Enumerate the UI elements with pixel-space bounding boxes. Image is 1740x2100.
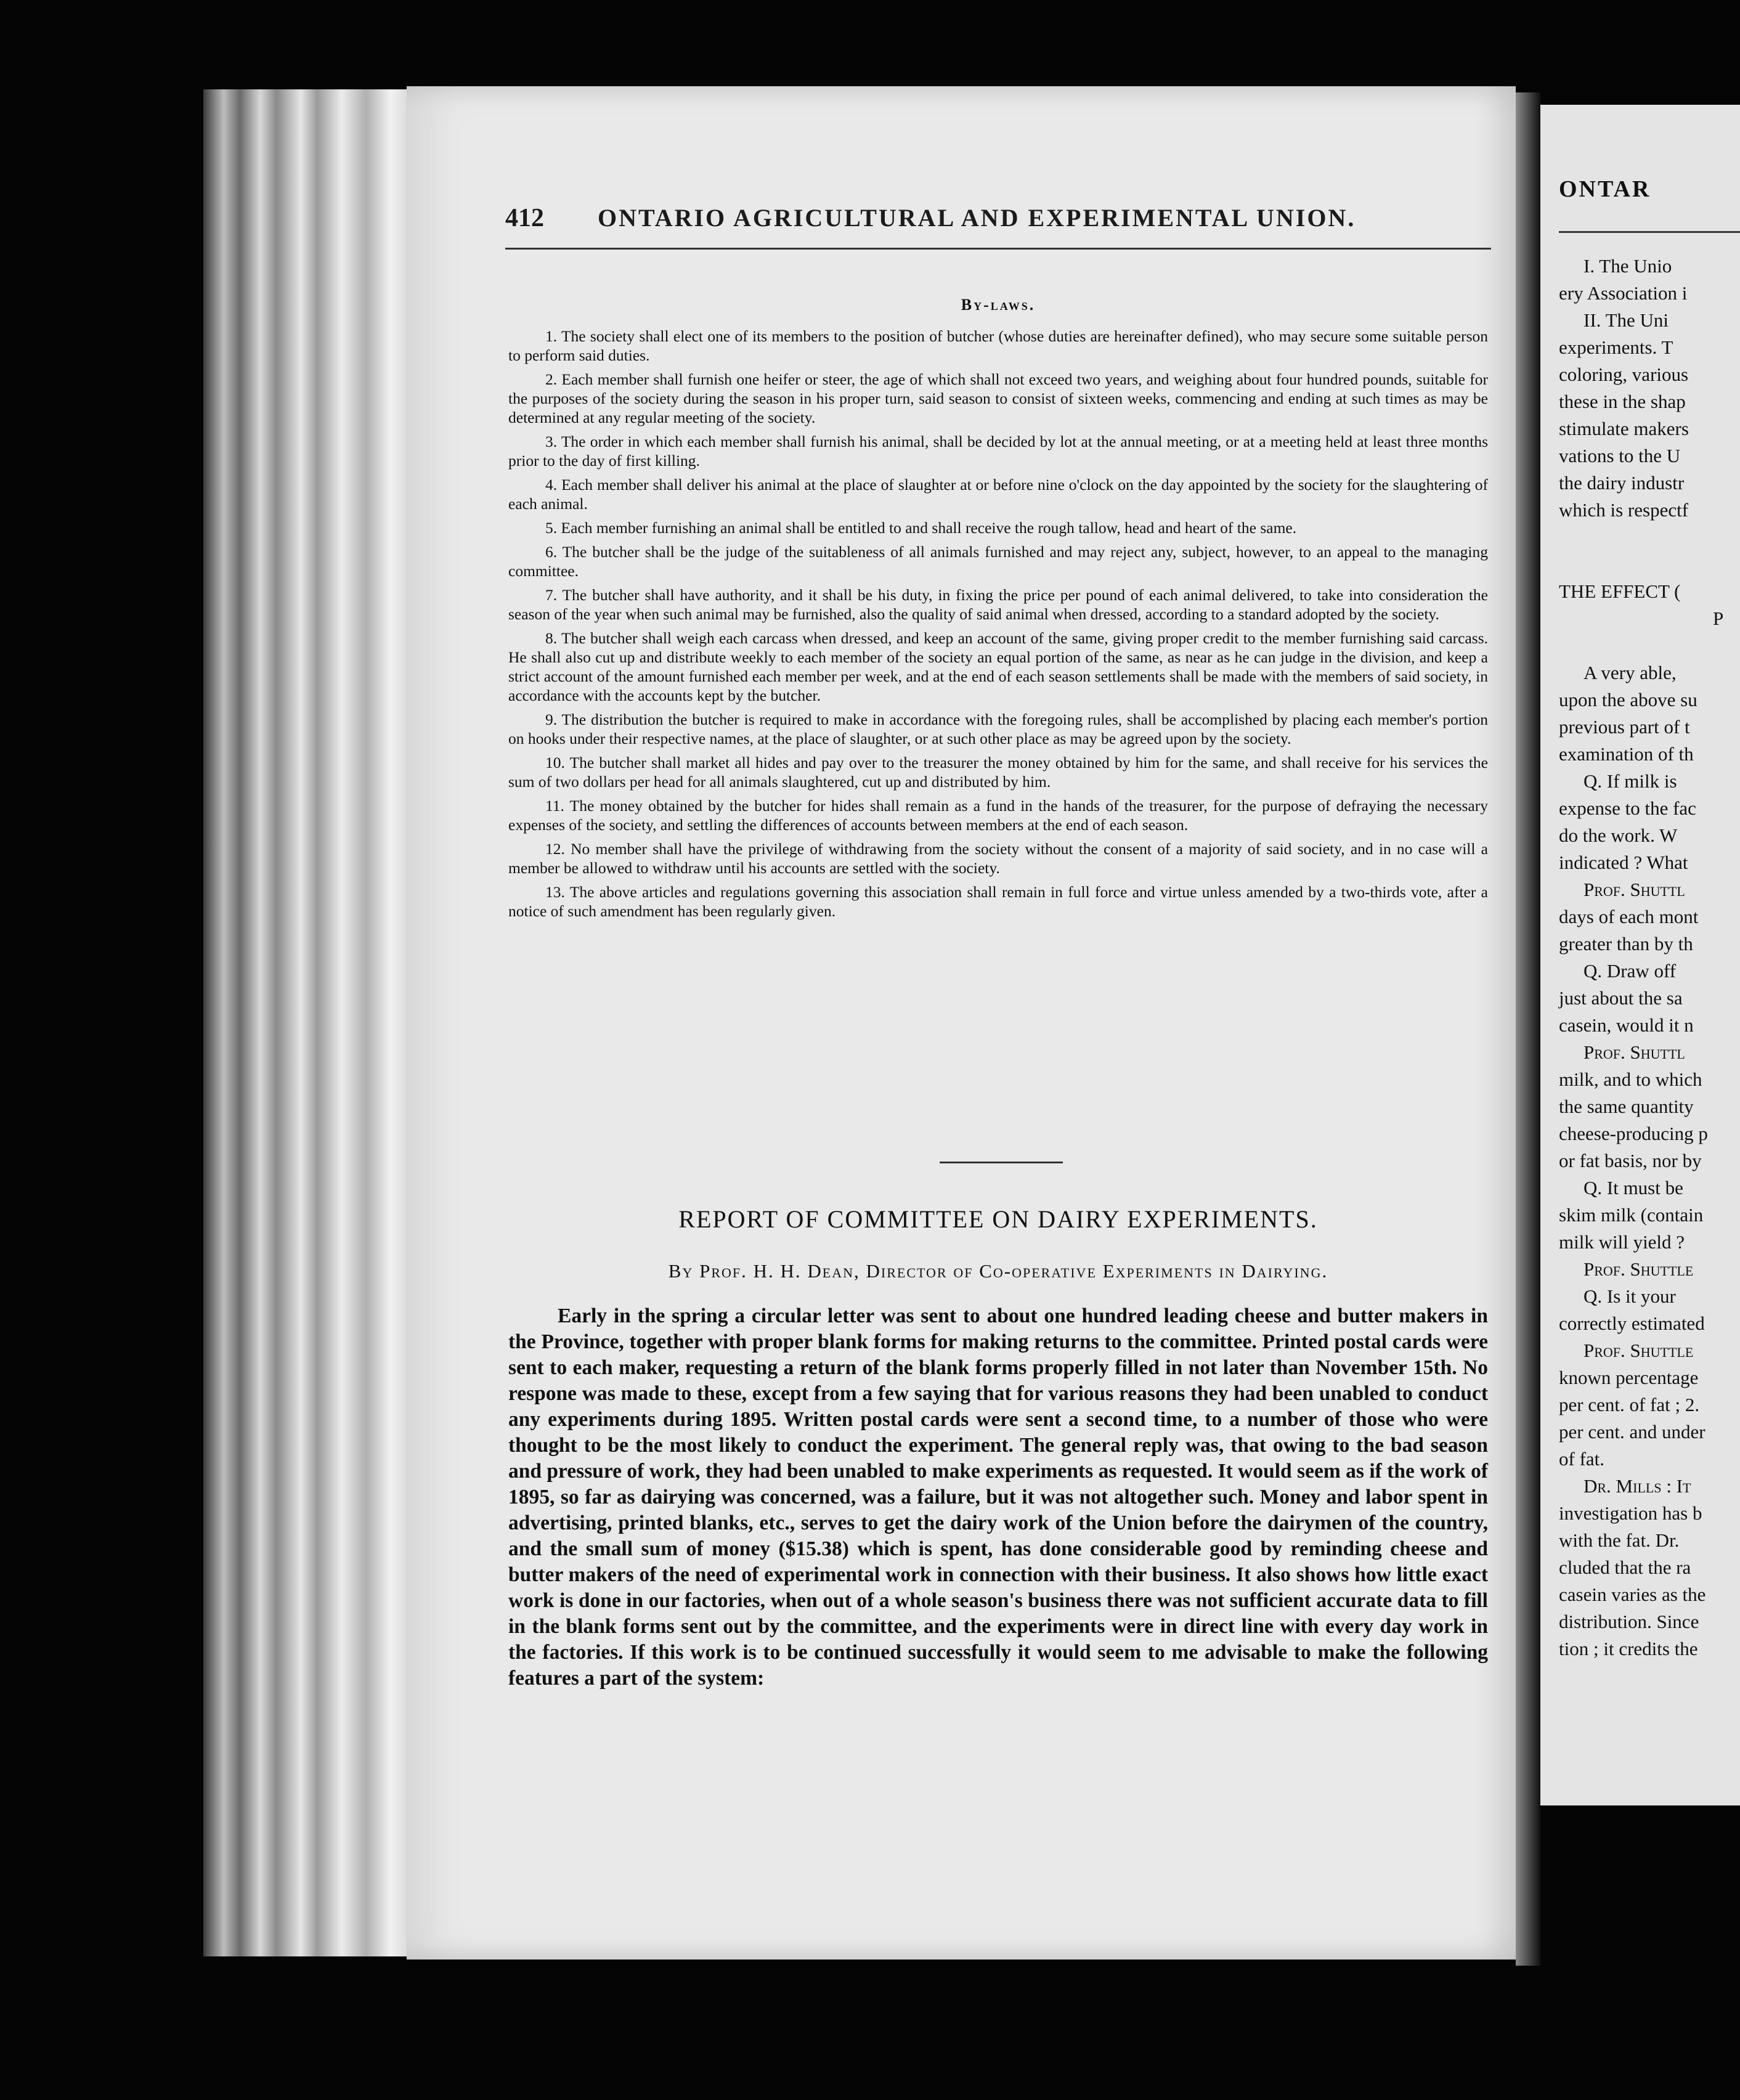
bylaw-item: 5. Each member furnishing an animal shall be entitled to and shall receive the rough tallow, head and heart of the same. (545, 519, 1297, 537)
section-divider (940, 1162, 1063, 1163)
right-line: cheese-producing p (1559, 1123, 1708, 1144)
right-line: investigation has b (1559, 1502, 1702, 1524)
right-line: greater than by th (1559, 933, 1693, 954)
bylaw-item: 4. Each member shall deliver his animal at the place of slaughter at or before nine o'clock on the day appointed by the society for the slaughtering of each animal. (508, 476, 1488, 513)
right-line: P (1713, 608, 1724, 629)
right-line: Q. Is it your (1583, 1285, 1676, 1307)
left-page (407, 86, 1516, 1960)
right-line: A very able, (1583, 662, 1677, 683)
right-line: Prof. Shuttle (1583, 1340, 1694, 1361)
right-running-head: ONTAR (1559, 176, 1651, 202)
right-line: ery Association i (1559, 282, 1688, 304)
right-line: stimulate makers (1559, 418, 1689, 439)
bylaw-item: 9. The distribution the butcher is required to make in accordance with the foregoing rules, shall be accomplished by placing each member's portion on hooks under their respective names, at the place of slaughter, or at such other place as may be agreed upon by the society. (508, 710, 1488, 747)
right-line: per cent. of fat ; 2. (1559, 1394, 1700, 1415)
right-line: coloring, various (1559, 364, 1689, 385)
right-line: these in the shap (1559, 391, 1686, 412)
right-line: Dr. Mills : It (1583, 1475, 1691, 1497)
right-line: THE EFFECT ( (1559, 580, 1681, 602)
book-page-edges (203, 89, 407, 1956)
right-line: I. The Unio (1583, 255, 1672, 277)
right-line (1559, 524, 1740, 551)
bylaw-item: 2. Each member shall furnish one heifer or steer, the age of which shall not exceed two years, and weighing about four hundred pounds, suitable for the purposes of the society during the season in his proper turn, said season to consist of sixteen weeks, commencing and ending at such times as may be determined at any regular meeting of the society. (508, 370, 1488, 426)
right-line: experiments. T (1559, 336, 1673, 358)
right-line: known percentage (1559, 1367, 1699, 1388)
bylaw-item: 10. The butcher shall market all hides and pay over to the treasurer the money obtained by him for the same, and shall receive for his services the sum of two dollars per head for all animals slaughtered, cut up and distributed by him. (508, 754, 1488, 791)
right-line: II. The Uni (1583, 309, 1669, 331)
right-line: just about the sa (1559, 987, 1683, 1009)
right-line: the same quantity (1559, 1096, 1694, 1117)
right-line: previous part of t (1559, 716, 1690, 738)
book-gutter (1516, 92, 1540, 1966)
right-line: examination of th (1559, 743, 1694, 765)
bylaws-heading: By-laws. (961, 296, 1036, 314)
right-header-rule (1559, 231, 1740, 233)
report-body (508, 1303, 1488, 1691)
bylaws-list (508, 327, 1488, 926)
bylaw-item: 6. The butcher shall be the judge of the suitableness of all animals furnished and may reject any, subject, however, to an appeal to the managing committee. (508, 543, 1488, 580)
bylaw-item: 12. No member shall have the privilege of withdrawing from the society without the consent of a majority of said society, and in no case will a member be allowed to withdraw until his accounts are settled with the society. (508, 840, 1488, 877)
right-line: upon the above su (1559, 689, 1697, 710)
right-line: days of each mont (1559, 906, 1699, 927)
right-line: Q. It must be (1583, 1177, 1683, 1199)
right-line: expense to the fac (1559, 797, 1696, 819)
report-byline: By Prof. H. H. Dean, Director of Co-operative Experiments in Dairying. (668, 1260, 1328, 1282)
right-line: correctly estimated (1559, 1312, 1705, 1334)
right-line: per cent. and under (1559, 1421, 1705, 1443)
right-page-fragment (1540, 105, 1740, 1805)
right-line: of fat. (1559, 1448, 1605, 1470)
right-line: Prof. Shuttle (1583, 1258, 1694, 1280)
right-line: which is respectf (1559, 499, 1689, 521)
bylaw-item: 11. The money obtained by the butcher for hides shall remain as a fund in the hands of the treasurer, for the purpose of defraying the necessary expenses of the society, and settling the differences of accounts between members at the end of each season. (508, 797, 1488, 834)
right-line: milk, and to which (1559, 1068, 1702, 1090)
right-line: casein, would it n (1559, 1014, 1694, 1036)
right-line (1559, 632, 1740, 659)
right-line: indicated ? What (1559, 852, 1688, 873)
right-line: or fat basis, nor by (1559, 1150, 1702, 1171)
right-line: vations to the U (1559, 445, 1681, 466)
right-line: casein varies as the (1559, 1584, 1706, 1605)
right-line: Q. Draw off (1583, 960, 1677, 982)
bylaw-item: 13. The above articles and regulations governing this association shall remain in full force and virtue unless amended by a two-thirds vote, after a notice of such amendment has been regularly given. (508, 883, 1488, 920)
bylaw-item: 8. The butcher shall weigh each carcass when dressed, and keep an account of the same, giving proper credit to the member furnishing said carcass. He shall also cut up and distribute weekly to each member of the society an equal portion of the same, as near as he can judge in the division, and keep a strict account of the amount furnished each member per week, and at the end of each season settlements shall be made with the members of said society, in accordance with the accounts kept by the butcher. (508, 629, 1488, 704)
right-page-lines (1559, 253, 1740, 1662)
report-paragraph: Early in the spring a circular letter was sent to about one hundred leading cheese and butter makers in the Province, together with proper blank forms for making returns to the committee. Printed postal cards were sent to each maker, requesting a return of the blank forms properly filled in not later than November 15th. No respone was made to these, except from a few saying that for various reasons they had been unabled to conduct any experiments during 1895. Written postal cards were sent a second time, to a number of those who were thought to be the most likely to conduct the experiment. The general reply was, that owing to the bad season and pressure of work, they had been unabled to make experiments as requested. It would seem as if the work of 1895, so far as dairying was concerned, was a failure, but it was not altogether such. Money and labor spent in advertising, printed blanks, etc., serves to get the dairy work of the Union before the dairymen of the country, and the small sum of money ($15.38) which is spent, has done considerable good by reminding cheese and butter makers of the need of experimental work in connection with their business. It also shows how little exact work is done in our factories, when out of a whole season's business there was not sufficient accurate data to fill in the blank forms sent out by the committee, and the experiments were in direct line with every day work in the factories. If this work is to be continued successfully it would seem to me advisable to make the following features a part of the system: (508, 1304, 1488, 1690)
right-line (1559, 551, 1740, 578)
right-line: with the fat. Dr. (1559, 1529, 1680, 1551)
right-line: the dairy industr (1559, 472, 1685, 494)
right-line: Q. If milk is (1583, 770, 1677, 792)
report-title: REPORT OF COMMITTEE ON DAIRY EXPERIMENTS. (678, 1205, 1318, 1233)
page-number: 412 (505, 204, 544, 232)
right-line: milk will yield ? (1559, 1231, 1685, 1253)
right-line: skim milk (contain (1559, 1204, 1704, 1226)
right-line: Prof. Shuttl (1583, 879, 1685, 900)
right-line: Prof. Shuttl (1583, 1041, 1685, 1063)
bylaw-item: 1. The society shall elect one of its members to the position of butcher (whose duties are hereinafter defined), who may secure some suitable person to perform said duties. (508, 327, 1488, 364)
right-line: tion ; it credits the (1559, 1638, 1698, 1659)
bylaw-item: 7. The butcher shall have authority, and it shall be his duty, in fixing the price per pound of each animal delivered, to take into consideration the season of the year when such animal may be furnished, also the quality of said animal when dressed, according to a standard adopted by the society. (508, 586, 1488, 623)
right-line: do the work. W (1559, 824, 1678, 846)
header-rule (505, 248, 1491, 250)
bylaw-item: 3. The order in which each member shall furnish his animal, shall be decided by lot at the annual meeting, or at a meeting held at least three months prior to the day of first killing. (508, 433, 1488, 470)
right-line: cluded that the ra (1559, 1557, 1691, 1578)
running-title: ONTARIO AGRICULTURAL AND EXPERIMENTAL UNION. (598, 204, 1356, 232)
right-line: distribution. Since (1559, 1611, 1699, 1632)
